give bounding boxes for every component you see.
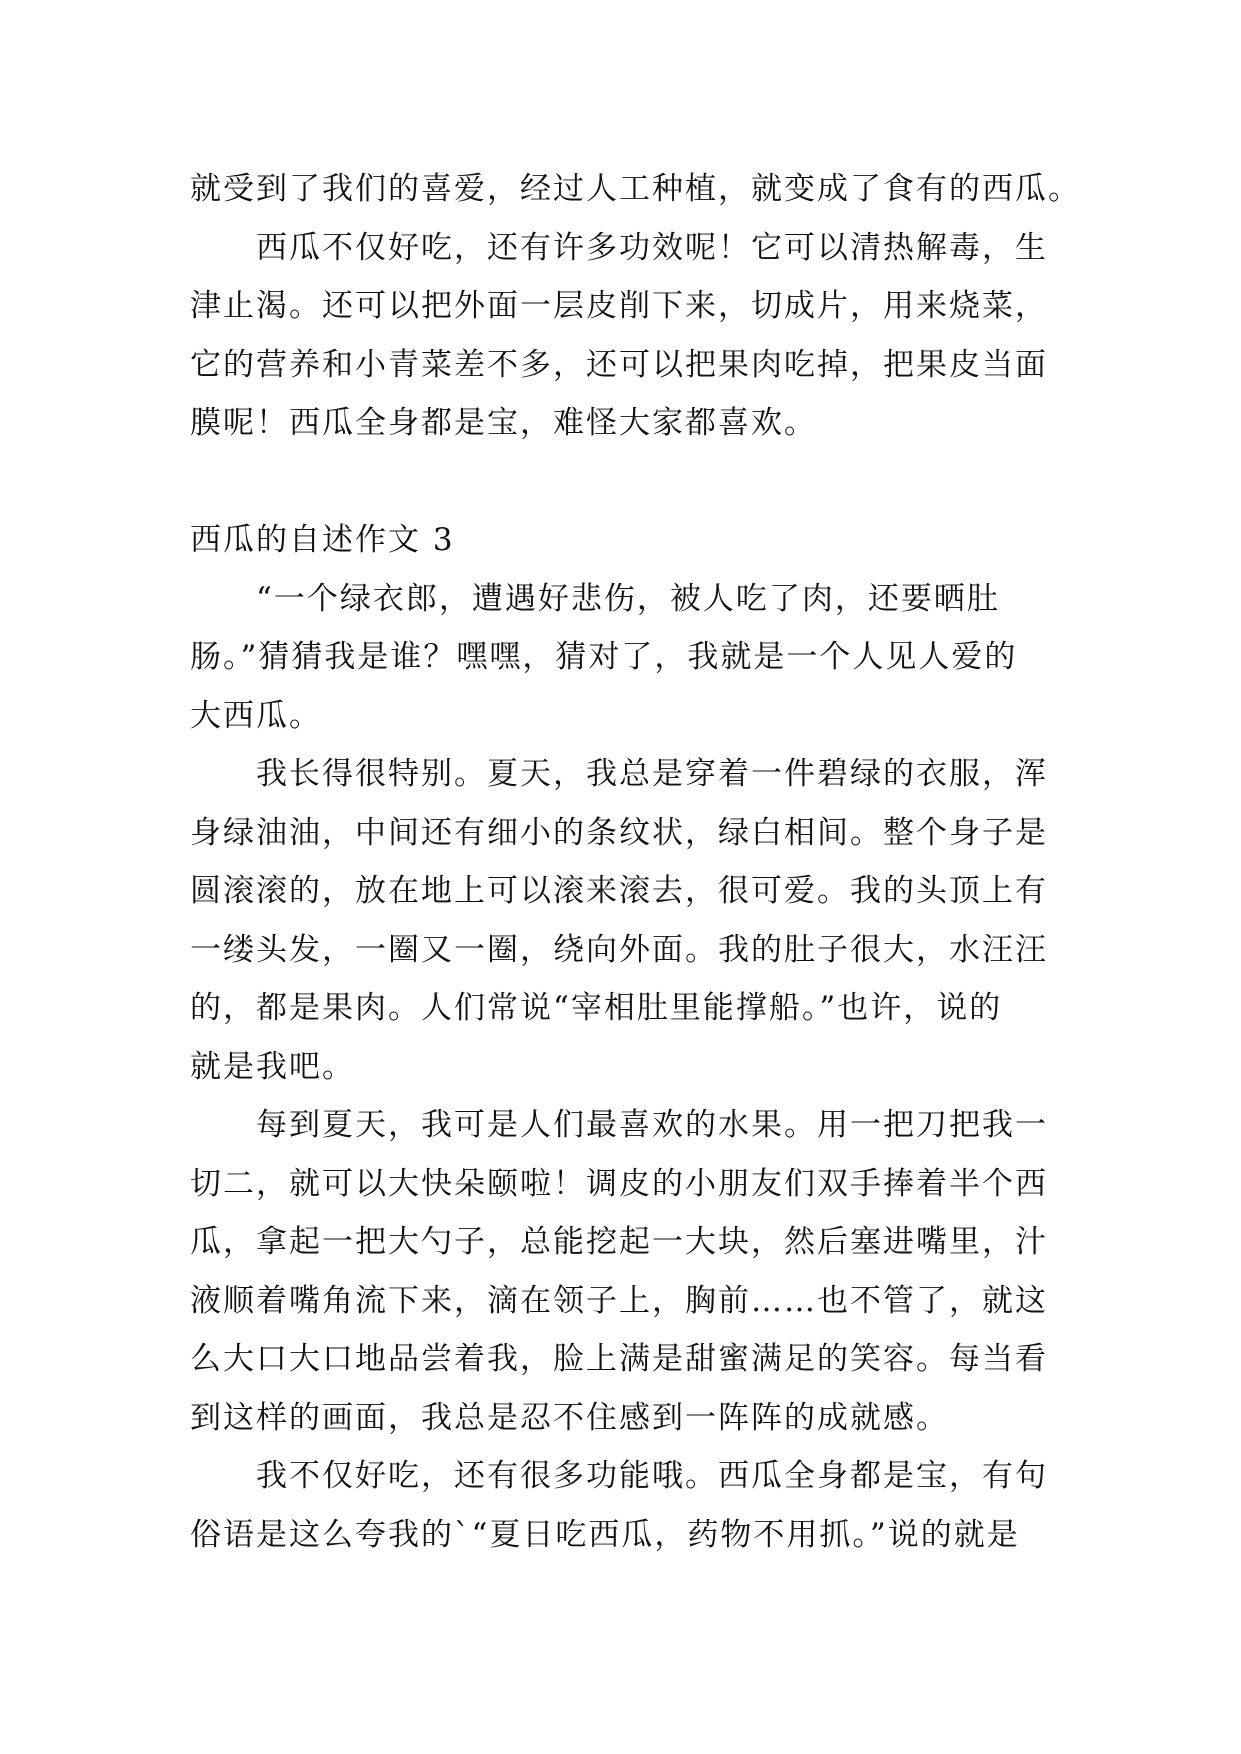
paragraph-line: 切二，就可以大快朵颐啦！调皮的小朋友们双手捧着半个西 (190, 1165, 1048, 1202)
paragraph-line: 就受到了我们的喜爱，经过人工种植，就变成了食有的西瓜。 (190, 171, 1081, 207)
paragraph-line: 圆滚滚的，放在地上可以滚来滚去，很可爱。我的头顶上有 (190, 873, 1048, 909)
paragraph-line: 我长得很特别。夏天，我总是穿着一件碧绿的衣服，浑 (256, 756, 1048, 792)
paragraph-line: 肠。”猜猜我是谁？嘿嘿，猜对了，我就是一个人见人爱的 (190, 639, 1018, 675)
section-gap (190, 453, 1070, 512)
paragraph-line: 么大口大口地品尝着我，脸上满是甜蜜满足的笑容。每当看 (190, 1341, 1048, 1377)
paragraph-line: 津止渴。还可以把外面一层皮削下来，切成片，用来烧菜， (190, 288, 1048, 324)
paragraph-line: 大西瓜。 (190, 697, 322, 734)
paragraph-line: 一缕头发，一圈又一圈，绕向外面。我的肚子很大，水汪汪 (190, 931, 1048, 968)
paragraph-line: 液顺着嘴角流下来，滴在领子上，胸前……也不管了，就这 (190, 1282, 1048, 1319)
paragraph-line: 我不仅好吃，还有很多功能哦。西瓜全身都是宝，有句 (256, 1458, 1048, 1494)
paragraph-line: 瓜，拿起一把大勺子，总能挖起一大块，然后塞进嘴里，汁 (190, 1224, 1048, 1260)
paragraph-line: 每到夏天，我可是人们最喜欢的水果。用一把刀把我一 (256, 1107, 1048, 1143)
paragraph-line: 的，都是果肉。人们常说“宰相肚里能撑船。”也许，说的 (190, 990, 1003, 1026)
document-body (190, 160, 1081, 1564)
paragraph-line: 就是我吧。 (190, 1048, 355, 1085)
paragraph-line: 膜呢！西瓜全身都是宝，难怪大家都喜欢。 (190, 405, 817, 441)
paragraph-line: 西瓜不仅好吃，还有许多功效呢！它可以清热解毒，生 (256, 229, 1048, 266)
paragraph-line: 俗语是这么夸我的`“夏日吃西瓜，药物不用抓。”说的就是 (190, 1516, 1020, 1553)
paragraph-line: 身绿油油，中间还有细小的条纹状，绿白相间。整个身子是 (190, 814, 1048, 851)
paragraph-line: 到这样的画面，我总是忍不住感到一阵阵的成就感。 (190, 1399, 949, 1436)
section-heading: 西瓜的自述作文 3 (190, 522, 455, 558)
paragraph-line: 它的营养和小青菜差不多，还可以把果肉吃掉，把果皮当面 (190, 346, 1048, 383)
paragraph-line: “一个绿衣郎，遭遇好悲伤，被人吃了肉，还要晒肚 (256, 580, 1000, 617)
